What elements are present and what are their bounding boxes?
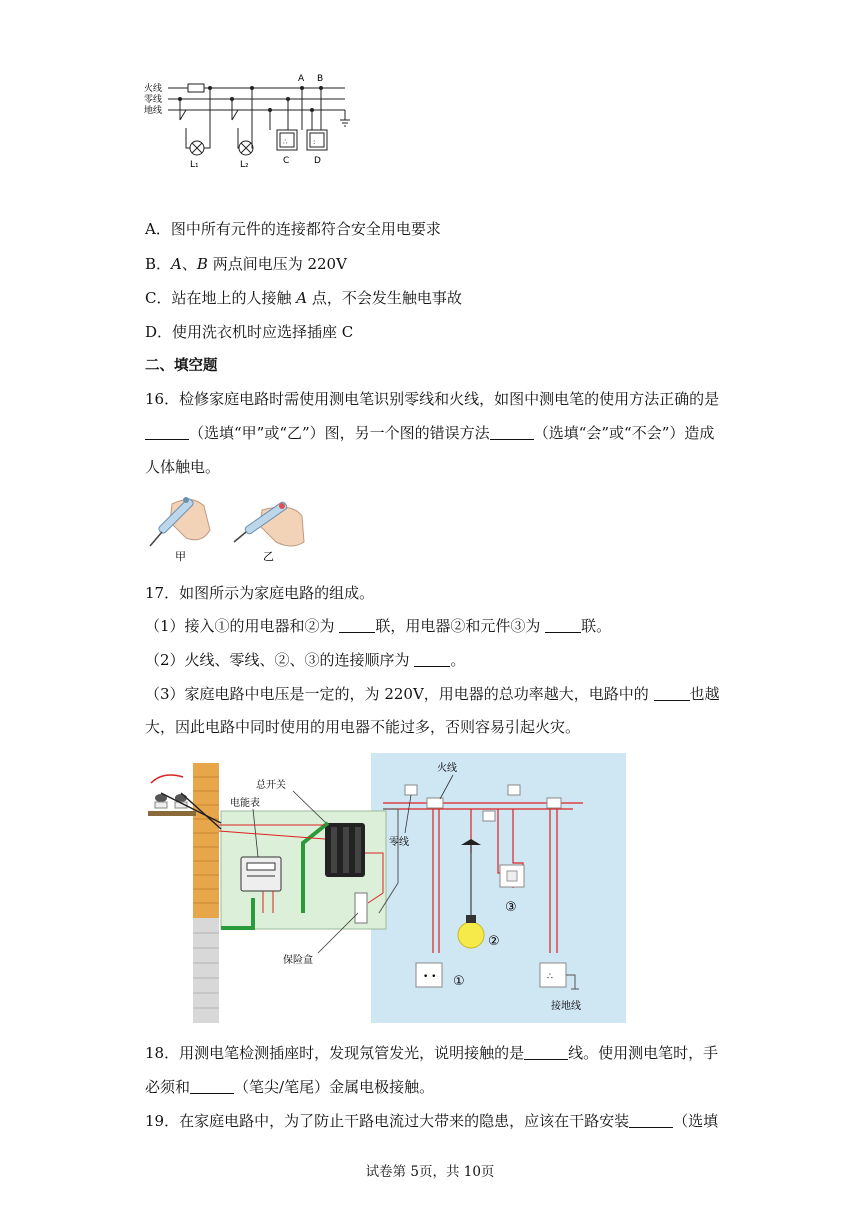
mark-3: ③ xyxy=(505,900,517,915)
q17-blank-4[interactable] xyxy=(654,685,690,701)
svg-text:• •: • • xyxy=(423,972,437,982)
option-d: D．使用洗衣机时应选择插座 C xyxy=(145,323,354,341)
figure-yi-label: 乙 xyxy=(263,550,274,563)
meter-label: 电能表 xyxy=(230,798,260,809)
q17-p1-c: 联。 xyxy=(581,617,612,635)
q19-blank-1[interactable] xyxy=(629,1112,673,1128)
q19-line1 xyxy=(145,1111,718,1131)
brick-wall xyxy=(193,763,219,1023)
wiring-diagram xyxy=(140,70,360,175)
mark-1: ① xyxy=(453,974,465,989)
q17-part1 xyxy=(145,616,611,636)
main-switch-label: 总开关 xyxy=(256,780,286,791)
option-a: A．图中所有元件的连接都符合安全用电要求 xyxy=(145,220,441,238)
lamp-l1-label: L₁ xyxy=(190,160,199,170)
q17-p3-a: （3）家庭电路中电压是一定的，为 220V，用电器的总功率越大，电路中的 xyxy=(145,685,654,703)
live-wire-label: 火线 xyxy=(144,84,163,94)
q16-line1: 16．检修家庭电路时需使用测电笔识别零线和火线，如图中测电笔的使用方法正确的是 xyxy=(145,390,720,408)
q17-p1-b: 联，用电器②和元件③为 xyxy=(375,617,546,635)
socket-d-label: D xyxy=(314,156,321,166)
option-c-suffix: 点，不会发生触电事故 xyxy=(307,289,462,307)
figure-jia-label: 甲 xyxy=(175,550,186,563)
tester-pen-figures xyxy=(142,486,322,566)
q18-line1-a: 18．用测电笔检测插座时，发现氖管发光，说明接触的是 xyxy=(145,1044,525,1062)
q17-blank-3[interactable] xyxy=(414,651,450,667)
option-c-point: A xyxy=(296,289,308,307)
svg-text:∴: ∴ xyxy=(547,972,553,982)
q16-line2-a: （选填“甲”或“乙”）图，另一个图的错误方法 xyxy=(189,424,490,442)
q17-stem: 17．如图所示为家庭电路的组成。 xyxy=(145,584,375,602)
page-footer: 试卷第 5页，共 10页 xyxy=(365,1164,495,1180)
q17-blank-1[interactable] xyxy=(339,617,375,633)
q17-part3 xyxy=(145,684,720,704)
q16-blank-2[interactable] xyxy=(490,424,534,440)
option-b xyxy=(145,254,347,274)
ground-wire-label: 地线 xyxy=(144,106,163,116)
q17-part2 xyxy=(145,650,465,670)
q17-p1-a: （1）接入①的用电器和②为 xyxy=(145,617,340,635)
mark-2: ② xyxy=(488,934,500,949)
svg-text::: : xyxy=(313,138,316,146)
option-b-point-b: B xyxy=(196,255,208,273)
fuse-box-label: 保险盒 xyxy=(283,955,313,966)
q18-line1 xyxy=(145,1043,718,1063)
section-title: 二、填空题 xyxy=(145,358,218,374)
option-b-prefix: B． xyxy=(145,255,172,273)
q18-blank-1[interactable] xyxy=(524,1044,568,1060)
lamp-l2-label: L₂ xyxy=(240,160,249,170)
q18-line2-b: （笔尖/笔尾）金属电极接触。 xyxy=(234,1078,435,1096)
q16-blank-1[interactable] xyxy=(145,424,189,440)
neutral-label: 零线 xyxy=(389,837,409,848)
q17-part3-line2: 大，因此电路中同时使用的用电器不能过多，否则容易引起火灾。 xyxy=(145,718,581,736)
ground-wire-label: 接地线 xyxy=(551,1001,581,1012)
socket-c-label: C xyxy=(283,156,290,166)
main-switch xyxy=(325,823,365,877)
option-c-prefix: C．站在地上的人接触 xyxy=(145,289,297,307)
q16-line2-b: （选填“会”或“不会”）造成 xyxy=(533,424,715,442)
tester-pen-jia-illustration xyxy=(150,497,210,546)
option-b-point-a: A xyxy=(171,255,182,273)
point-a-label: A xyxy=(298,74,305,84)
q18-line2 xyxy=(145,1077,434,1097)
neutral-wire-label: 零线 xyxy=(144,95,163,105)
q17-p2-b: 。 xyxy=(450,651,466,669)
electric-meter xyxy=(241,857,281,891)
q18-line2-a: 必须和 xyxy=(145,1078,191,1096)
point-b-label: B xyxy=(317,74,324,84)
q16-line3: 人体触电。 xyxy=(145,458,221,476)
live-label: 火线 xyxy=(437,763,457,774)
q19-line1-b: （选填 xyxy=(673,1112,719,1130)
tester-pen-yi-illustration xyxy=(234,501,304,546)
q18-blank-2[interactable] xyxy=(190,1078,234,1094)
option-c xyxy=(145,288,462,308)
q17-blank-2[interactable] xyxy=(545,617,581,633)
q16-line2 xyxy=(145,423,714,443)
option-b-suffix: 两点间电压为 220V xyxy=(207,255,347,273)
q19-line1-a: 19．在家庭电路中，为了防止干路电流过大带来的隐患，应该在干路安装 xyxy=(145,1112,630,1130)
svg-text:∴: ∴ xyxy=(283,138,288,146)
q18-line1-b: 线。使用测电笔时，手 xyxy=(568,1044,719,1062)
house-wiring-figure xyxy=(143,753,628,1023)
q17-p2-a: （2）火线、零线、②、③的连接顺序为 xyxy=(145,651,415,669)
option-b-sep: 、 xyxy=(181,255,197,273)
q17-p3-b: 也越 xyxy=(689,685,720,703)
